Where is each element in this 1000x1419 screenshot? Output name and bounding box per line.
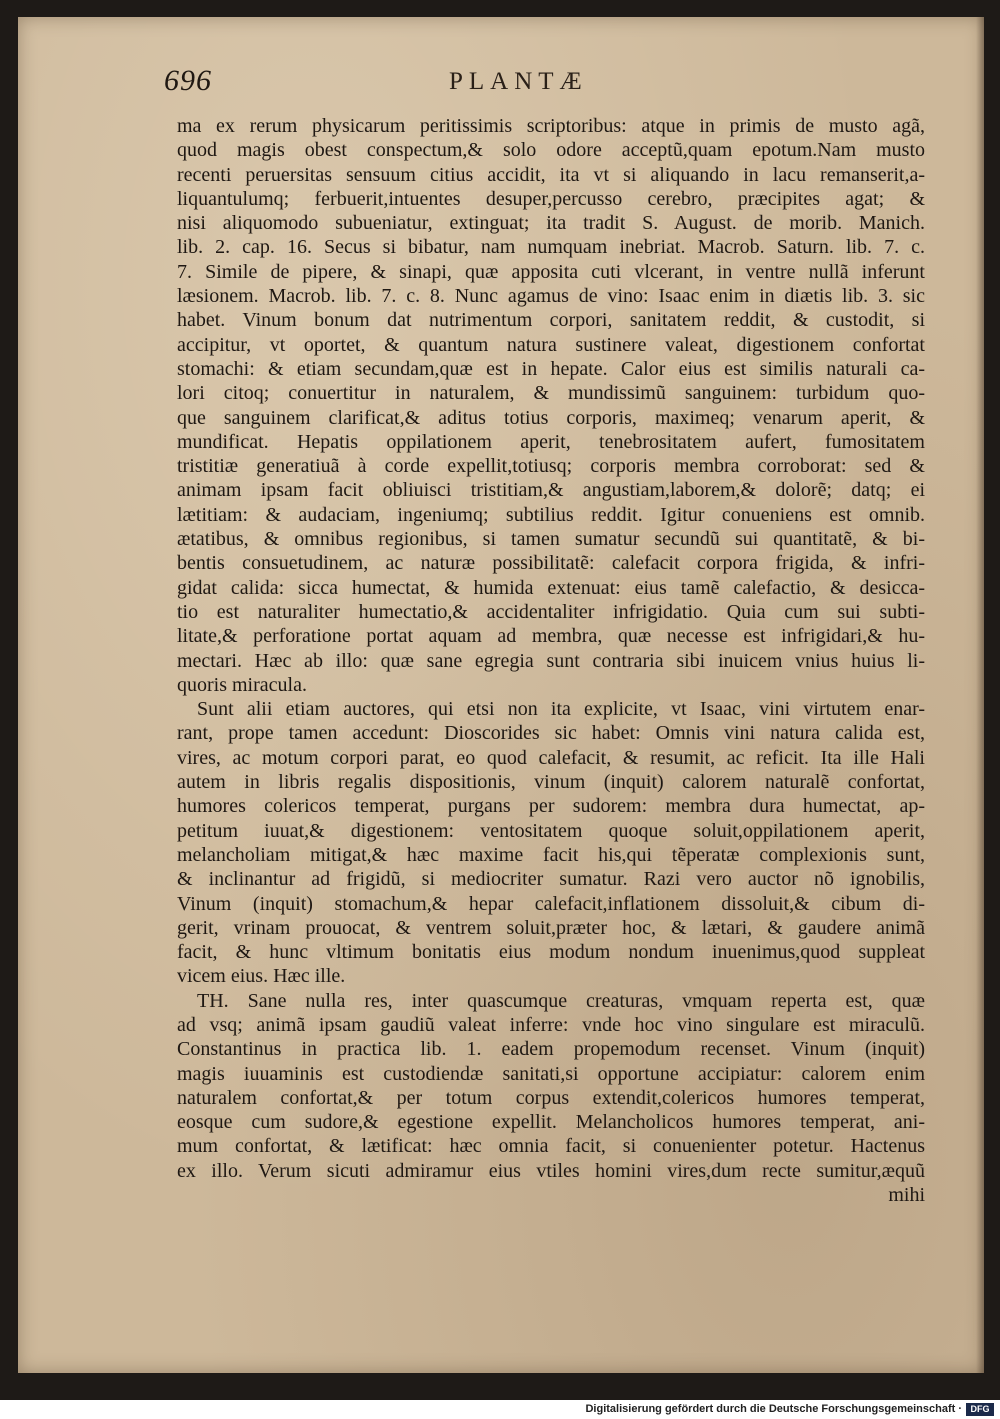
text-line: & inclinantur ad frigidũ, si mediocriter sumatur. Razi vero auctor nõ ignobilis, xyxy=(177,868,925,891)
text-line: tio est naturaliter humectatio,& accidentaliter infrigidatio. Quia cum sui subti- xyxy=(177,600,925,623)
text-line: habet. Vinum bonum dat nutrimentum corpori, sanitatem reddit, & custodit, si xyxy=(177,309,925,332)
text-line: ætatibus, & omnibus regionibus, si tamen sumatur secundũ sui quantitatẽ, & bi- xyxy=(177,528,925,551)
text-line: Sunt alii etiam auctores, qui etsi non ita explicite, vt Isaac, vini virtutem enar- xyxy=(197,698,925,721)
digitization-credit: Digitalisierung gefördert durch die Deutsche Forschungsgemeinschaft · xyxy=(585,1403,962,1415)
text-line: facit, & hunc vltimum bonitatis eius modum nondum inuenimus,quod suppleat xyxy=(177,941,925,964)
text-line: nisi aliquomodo subueniatur, extinguat; ita tradit S. August. de morib. Manich. xyxy=(177,212,925,235)
text-line: petitum iuuat,& digestionem: ventositatem quoque soluit,oppilationem aperit, xyxy=(177,819,925,842)
dfg-logo: DFG xyxy=(966,1403,994,1416)
text-line: bentis consuetudinem, ac naturæ possibilitatẽ: calefacit corpora frigida, & infri- xyxy=(177,552,925,575)
text-line: recenti peruersitas sensuum citius accidit, ita vt si aliquando in lacu remanserit,a- xyxy=(177,163,925,186)
page-number: 696 xyxy=(164,64,212,97)
text-line: mectari. Hæc ab illo: quæ sane egregia sunt contraria sibi inuicem vnius huius li- xyxy=(177,649,925,672)
body-text xyxy=(177,114,925,1207)
text-line: lib. 2. cap. 16. Secus si bibatur, nam numquam inebriat. Macrob. Saturn. lib. 7. c. xyxy=(177,236,925,259)
text-line: lætitiam: & audaciam, ingeniumq; subtilius reddit. Igitur conueniens est omnib. xyxy=(177,503,925,526)
text-line: mundificat. Hepatis oppilationem aperit, tenebrositatem aufert, fumositatem xyxy=(177,430,925,453)
text-line: naturalem confortat,& per totum corpus extendit,colericos humores temperat, xyxy=(177,1086,925,1109)
running-head xyxy=(164,64,924,104)
text-line: liquantulumq; ferbuerit,intuentes desuper,percusso cerebro, præcipites agat; & xyxy=(177,187,925,210)
text-line: ma ex rerum physicarum peritissimis scriptoribus: atque in primis de musto agã, xyxy=(177,115,925,137)
text-line: tristitiæ generatiuã à corde expellit,totiusq; corporis membra corroborat: sed & xyxy=(177,455,925,478)
text-line: vicem eius. Hæc ille. xyxy=(177,965,346,988)
text-line: eosque cum sudore,& egestione expellit. Melancholicos humores temperat, ani- xyxy=(177,1111,925,1134)
text-line: quod magis obest conspectum,& solo odore acceptũ,quam epotum.Nam musto xyxy=(177,139,925,162)
text-line: magis iuuaminis est custodiendæ sanitati,si opportune accipiatur: calorem enim xyxy=(177,1062,925,1085)
text-line: rant, prope tamen accedunt: Dioscorides sic habet: Omnis vini natura calida est, xyxy=(177,722,925,745)
page-edge-shadow xyxy=(976,17,984,1373)
text-line: vires, ac motum corpori parat, eo quod calefacit, & resumit, ac reficit. Ita ille Hali xyxy=(177,746,925,769)
text-line: gerit, vrinam prouocat, & ventrem soluit,præter hoc, & lætari, & gaudere animã xyxy=(177,916,925,939)
text-line: Vinum (inquit) stomachum,& hepar calefacit,inflationem dissoluit,& cibum di- xyxy=(177,892,925,915)
text-line: autem in libris regalis dispositionis, vinum (inquit) calorem naturalẽ confortat, xyxy=(177,771,925,794)
text-line: que sanguinem clarificat,& aditus totius corporis, maximeq; venarum aperit, & xyxy=(177,406,925,429)
text-line: Constantinus in practica lib. 1. eadem propemodum recenset. Vinum (inquit) xyxy=(177,1038,925,1061)
text-line: 7. Simile de pipere, & sinapi, quæ apposita cuti vlcerant, in ventre nullã inferunt xyxy=(177,260,925,283)
footer-bar xyxy=(0,1400,1000,1419)
text-line: humores colericos temperat, purgans per sudorem: membra dura humectat, ap- xyxy=(177,795,925,818)
text-line: mihi xyxy=(888,1184,925,1207)
text-line: quoris miracula. xyxy=(177,673,307,696)
text-line: TH. Sane nulla res, inter quascumque creaturas, vmquam reperta est, quæ xyxy=(197,989,925,1012)
running-title: PLANTÆ xyxy=(449,68,588,95)
text-line: ex illo. Verum sicuti admiramur eius vtiles homini vires,dum recte sumitur,æquũ xyxy=(177,1159,925,1182)
text-line: læsionem. Macrob. lib. 7. c. 8. Nunc agamus de vino: Isaac enim in diætis lib. 3. sic xyxy=(177,285,925,308)
text-line: mum confortat, & lætificat: hæc omnia facit, si conuenienter potetur. Hactenus xyxy=(177,1135,925,1158)
text-line: animam ipsam facit obliuisci tristitiam,& angustiam,laborem,& dolorẽ; datq; ei xyxy=(177,479,925,502)
text-line: lori citoq; conuertitur in naturalem, & mundissimũ sanguinem: turbidum quo- xyxy=(177,382,925,405)
text-line: stomachi: & etiam secundam,quæ est in hepate. Calor eius est similis naturali ca- xyxy=(177,357,925,380)
text-line: gidat calida: sicca humectat, & humida extenuat: eius tamẽ calefactio, & desicca- xyxy=(177,576,925,599)
text-line: melancholiam mitigat,& hæc maxime facit his,qui tẽperatæ complexionis sunt, xyxy=(177,843,925,866)
text-line: ad vsq; animã ipsam gaudiũ valeat inferre: vnde hoc vino singulare est miraculũ. xyxy=(177,1013,925,1036)
text-line: litate,& perforatione portat aquam ad membra, quæ necesse est infrigidari,& hu- xyxy=(177,625,925,648)
text-line: accipitur, vt oportet, & quantum natura sustinere valeat, digestionem confortat xyxy=(177,333,925,356)
